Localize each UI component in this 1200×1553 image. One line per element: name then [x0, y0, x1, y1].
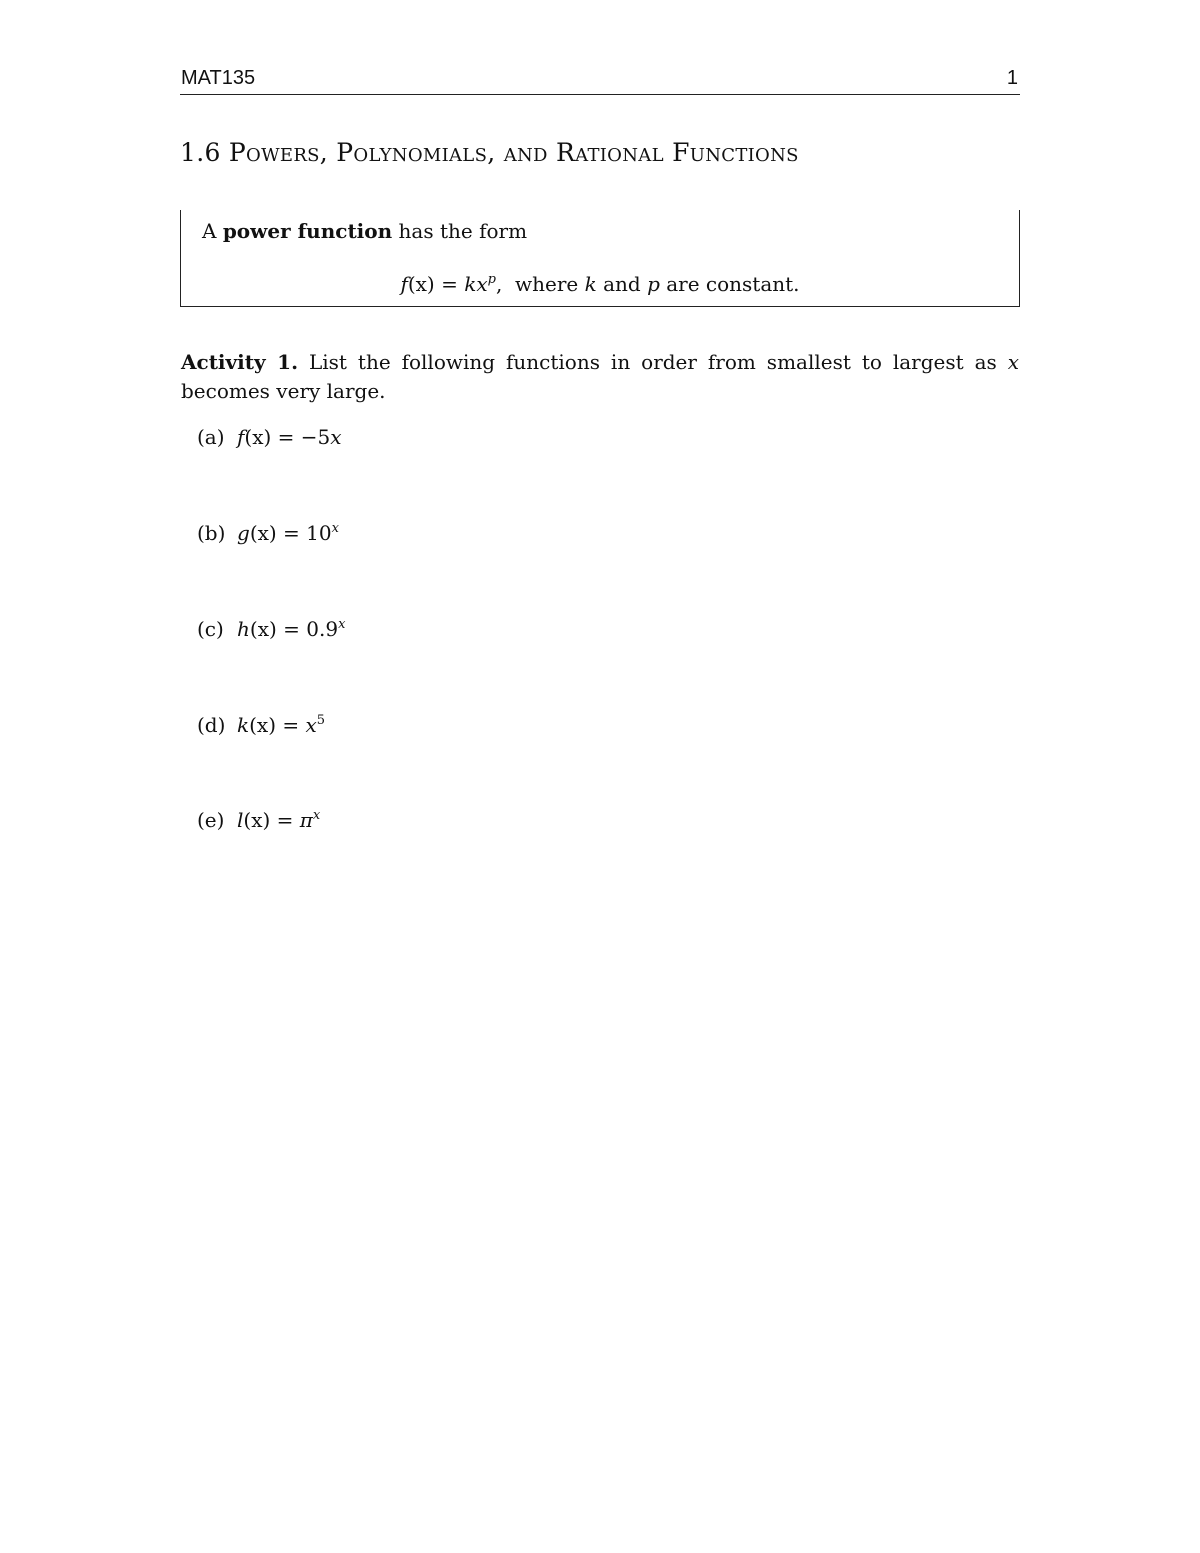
- item-base: 10: [306, 521, 332, 545]
- item-exponent: x: [338, 617, 346, 632]
- item-base-variable: π: [299, 808, 313, 832]
- item-argument: (x) =: [249, 617, 307, 641]
- section-title: 1.6 Powers, Polynomials, and Rational Functions: [180, 138, 799, 167]
- formula-exponent: p: [487, 272, 496, 287]
- item-function-name: h: [237, 617, 250, 641]
- item-label: (c): [197, 617, 224, 641]
- item-label: (e): [197, 808, 225, 832]
- formula-and: and: [596, 272, 648, 296]
- item-function-name: k: [237, 713, 250, 737]
- page-number: 1: [1006, 67, 1018, 89]
- formula-comma: ,: [495, 272, 503, 296]
- item-function-name: g: [237, 521, 250, 545]
- definition-statement: [202, 219, 527, 243]
- item-argument: (x) =: [249, 521, 307, 545]
- list-item: [197, 521, 339, 545]
- item-label: (b): [197, 521, 226, 545]
- course-code: MAT135: [181, 67, 256, 89]
- formula-tail: are constant.: [659, 272, 800, 296]
- document-page: [180, 0, 1020, 1553]
- formula-k-var: k: [584, 272, 597, 296]
- list-item: [197, 808, 320, 832]
- activity-text-before: List the following functions in order from smallest to largest as: [298, 350, 1008, 374]
- item-argument: (x) = −5: [244, 425, 331, 449]
- running-header: [180, 66, 1020, 95]
- activity-label: Activity 1.: [181, 350, 299, 374]
- item-label: (d): [197, 713, 226, 737]
- item-argument: (x) =: [243, 808, 300, 832]
- definition-rest: has the form: [392, 219, 528, 243]
- formula-p-var: p: [647, 272, 660, 296]
- formula-arg: (x) =: [407, 272, 465, 296]
- item-exponent: x: [312, 808, 321, 823]
- item-function-name: f: [237, 425, 245, 449]
- item-function-name: l: [237, 808, 244, 832]
- item-exponent: 5: [316, 713, 326, 728]
- formula-where: where: [515, 272, 585, 296]
- formula-kx: kx: [464, 272, 488, 296]
- activity-text-after: becomes very large.: [181, 379, 386, 403]
- item-base-variable: x: [305, 713, 317, 737]
- definition-term: power function: [222, 219, 393, 243]
- definition-formula: [181, 272, 1019, 296]
- list-item: [197, 713, 325, 737]
- item-base: 0.9: [306, 617, 339, 641]
- formula-fn: f: [400, 272, 408, 296]
- list-item: [197, 617, 345, 641]
- item-label: (a): [197, 425, 225, 449]
- item-argument: (x) =: [249, 713, 306, 737]
- definition-lead: A: [202, 219, 223, 243]
- item-base-variable: x: [330, 425, 342, 449]
- definition-box: [180, 210, 1020, 307]
- item-exponent: x: [331, 521, 339, 536]
- activity-prompt: [181, 348, 1019, 406]
- list-item: [197, 425, 342, 449]
- activity-variable: x: [1007, 350, 1020, 374]
